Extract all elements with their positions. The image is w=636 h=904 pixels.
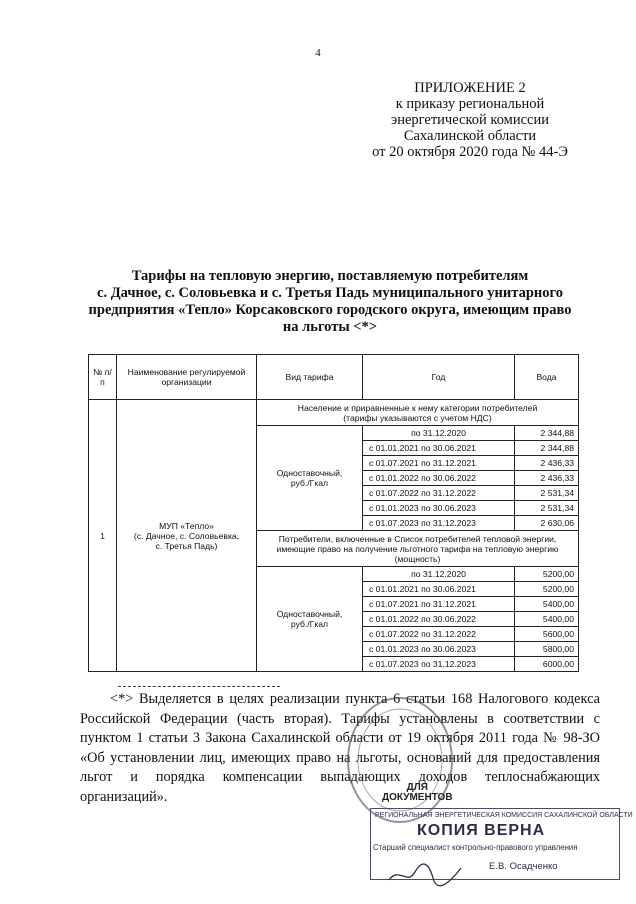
appendix-line: от 20 октября 2020 года № 44-Э xyxy=(372,144,568,160)
stamp-position: Старший специалист контрольно-правового управления xyxy=(373,843,578,852)
value-cell: 2 630,06 xyxy=(515,516,579,531)
document-title xyxy=(60,268,600,336)
group-heading-population xyxy=(257,400,579,426)
stamp-signer: Е.В. Осадченко xyxy=(489,861,558,872)
value-cell: 2 531,34 xyxy=(515,501,579,516)
header-water: Вода xyxy=(515,355,579,400)
tariff-type-cell xyxy=(257,426,363,531)
period-cell: с 01.07.2022 по 31.12.2022 xyxy=(363,486,515,501)
footnote: <*> Выделяется в целях реализации пункта 6 статьи 168 Налогового кодекса Российской Федерации (часть вторая). Тарифы установлены в соответствии с пунктом 1 статьи 3 Закона Сахалинской области от 19 октября 2011 года № 98-ЗО «Об установлении лиц, имеющих право на льготы, оснований для предоставления льгот и порядка компенсации выпадающих доходов теплоснабжающих организаций». xyxy=(80,691,600,805)
group-heading-row xyxy=(89,400,579,426)
period-cell: с 01.01.2023 по 30.06.2023 xyxy=(363,501,515,516)
organization-line: с. Третья Падь) xyxy=(155,540,218,551)
period-cell: по 31.12.2020 xyxy=(363,567,515,582)
group-heading-line: Потребители, включенные в Список потребителей тепловой энергии, xyxy=(278,533,557,544)
stamp-copy-label: КОПИЯ ВЕРНА xyxy=(417,822,546,839)
value-cell: 2 344,88 xyxy=(515,441,579,456)
value-cell: 6000,00 xyxy=(515,657,579,672)
header-number: № п/п xyxy=(89,355,117,400)
value-cell: 5800,00 xyxy=(515,642,579,657)
period-cell: с 01.01.2023 по 30.06.2023 xyxy=(363,642,515,657)
period-cell: с 01.07.2023 по 31.12.2023 xyxy=(363,516,515,531)
tariff-type-line: Одноставочный, xyxy=(276,468,343,478)
group-heading-privileged xyxy=(257,531,579,567)
handwritten-signature xyxy=(385,860,465,890)
group-heading-line: (тарифы указываются с учетом НДС) xyxy=(343,412,492,423)
appendix-line: к приказу региональной xyxy=(395,96,545,112)
title-line: с. Дачное, с. Соловьевка и с. Третья Падь муниципального унитарного xyxy=(97,285,563,301)
value-cell: 2 344,88 xyxy=(515,426,579,441)
appendix-line: Сахалинской области xyxy=(403,128,537,144)
period-cell: с 01.07.2023 по 31.12.2023 xyxy=(363,657,515,672)
header-year: Год xyxy=(363,355,515,400)
group-heading-line: имеющие право на получение льготного тарифа на тепловую энергию xyxy=(276,543,559,554)
group-heading-line: (мощность) xyxy=(394,553,441,564)
stamp-organization: РЕГИОНАЛЬНАЯ ЭНЕРГЕТИЧЕСКАЯ КОМИССИЯ САХАЛИНСКОЙ ОБЛАСТИ xyxy=(375,812,633,819)
tariff-type-line: Одноставочный, xyxy=(276,609,343,619)
value-cell: 5600,00 xyxy=(515,627,579,642)
page-number: 4 xyxy=(315,47,321,59)
tariff-type-line: руб./Гкал xyxy=(290,619,329,629)
value-cell: 2 531,34 xyxy=(515,486,579,501)
value-cell: 2 436,33 xyxy=(515,456,579,471)
appendix-line: энергетической комиссии xyxy=(390,112,550,128)
appendix-header xyxy=(340,80,600,160)
value-cell: 2 436,33 xyxy=(515,471,579,486)
value-cell: 5200,00 xyxy=(515,567,579,582)
stamp-docs-line: ДОКУМЕНТОВ xyxy=(382,792,453,803)
period-cell: с 01.01.2021 по 30.06.2021 xyxy=(363,582,515,597)
title-line: Тарифы на тепловую энергию, поставляемую потребителям xyxy=(131,268,529,284)
footnote-divider xyxy=(118,686,280,687)
stamp-docs-label xyxy=(382,783,453,803)
tariff-type-cell xyxy=(257,567,363,672)
value-cell: 5200,00 xyxy=(515,582,579,597)
organization-cell xyxy=(117,400,257,672)
round-seal xyxy=(345,695,455,825)
period-cell: с 01.01.2021 по 30.06.2021 xyxy=(363,441,515,456)
period-cell: с 01.07.2021 по 31.12.2021 xyxy=(363,456,515,471)
title-line: на льготы <*> xyxy=(282,319,378,335)
period-cell: с 01.07.2021 по 31.12.2021 xyxy=(363,597,515,612)
period-cell: с 01.01.2022 по 30.06.2022 xyxy=(363,612,515,627)
period-cell: по 31.12.2020 xyxy=(363,426,515,441)
tariff-type-line: руб./Гкал xyxy=(290,478,329,488)
organization-line: МУП «Тепло» xyxy=(159,520,214,531)
appendix-line: ПРИЛОЖЕНИЕ 2 xyxy=(414,80,526,96)
header-tariff-type: Вид тарифа xyxy=(257,355,363,400)
title-line: предприятия «Тепло» Корсаковского городского округа, имеющим право xyxy=(88,302,572,318)
group-heading-line: Население и приравненные к нему категории потребителей xyxy=(297,402,538,413)
header-organization: Наименование регулируемой организации xyxy=(117,355,257,400)
tariff-table xyxy=(88,354,579,672)
period-cell: с 01.01.2022 по 30.06.2022 xyxy=(363,471,515,486)
organization-line: (с. Дачное, с. Соловьевка, xyxy=(133,530,240,541)
period-cell: с 01.07.2022 по 31.12.2022 xyxy=(363,627,515,642)
row-number-cell: 1 xyxy=(89,400,117,672)
stamp-docs-line: ДЛЯ xyxy=(406,782,428,793)
table-header-row xyxy=(89,355,579,400)
value-cell: 5400,00 xyxy=(515,612,579,627)
value-cell: 5400,00 xyxy=(515,597,579,612)
